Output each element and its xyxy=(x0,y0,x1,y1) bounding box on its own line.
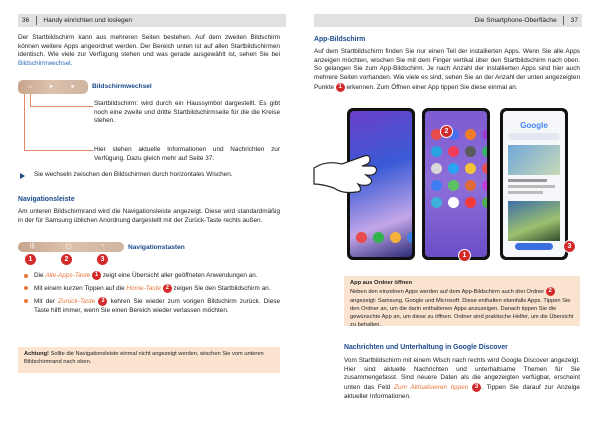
callout-2-text: Hier stehen aktuelle Informationen und Nachrichten zur Verfügung. Dazu gleich mehr auf Seite 37. xyxy=(94,146,280,162)
discover-paragraph xyxy=(344,357,580,402)
intro-paragraph xyxy=(18,34,280,69)
image2-caption: Navigationstasten xyxy=(128,244,185,251)
callout-2 xyxy=(94,146,280,163)
screen-switch-image xyxy=(18,80,88,94)
discover-end: . Tippen Sie darauf zur Anzeige aktueller Informationen. xyxy=(344,384,580,400)
google-logo: Google xyxy=(520,121,548,130)
warning-box xyxy=(18,347,280,373)
discover-screen xyxy=(503,111,565,257)
badge-2: 2 xyxy=(60,253,73,266)
tip-arrow-icon xyxy=(20,173,25,179)
app-grid-icons xyxy=(431,129,481,208)
recent-apps-icon: ||| xyxy=(30,243,35,249)
screenshot-badge-1: 1 xyxy=(458,249,471,262)
phone-discover-screen xyxy=(500,108,568,260)
badge-1: 1 xyxy=(24,253,37,266)
callout-line-2 xyxy=(24,94,93,151)
screenshot-badge-3: 3 xyxy=(563,240,576,253)
callout-1-text: Startbildschirm: wird durch ein Haussymbol dargestellt. Es gibt noch eine zweite und dritte Startbildschirmseite für die die Kreise stehen. xyxy=(94,100,280,125)
image1-caption: Bildschirmwechsel xyxy=(92,83,152,90)
section-heading-nav: Navigationsleiste xyxy=(18,196,75,203)
back-icon: ‹ xyxy=(102,243,104,249)
bullet-back: Mit der Zurück-Taste 3 kehren Sie wieder zum vorigen Bildschirm zurück. Diese Taste hilft immer, wenn Sie einen Bereich wieder verlassen möchten. xyxy=(22,297,280,316)
intro-link: Bildschirmwechsel xyxy=(18,60,71,68)
left-header xyxy=(18,14,286,27)
section-heading-discover: Nachrichten und Unterhaltung in Google Discover xyxy=(344,344,508,351)
discover-text: Vom Startbildschirm mit einem Wisch nach rechts wird Google Discover angezeigt. Hier sind aktuelle Nachrichten und unterhaltsame Themen für Sie zusammengefasst. Sind neuere Daten als die angezeigten verfügbar, erscheint unten das Feld xyxy=(344,357,580,392)
app-text-badge: 1 xyxy=(336,83,345,92)
swipe-hand-icon xyxy=(312,140,382,200)
header-separator xyxy=(36,16,37,25)
info-title: App aus Ordner öffnen xyxy=(350,280,412,286)
header-title: Die Smartphone-Oberfläche xyxy=(474,17,557,24)
screenshot-badge-2: 2 xyxy=(440,125,453,138)
callout-1 xyxy=(94,100,280,126)
app-text-end: erkennen. Zum Öffnen einer App tippen Sie diese einmal an. xyxy=(346,84,518,91)
info-badge: 2 xyxy=(546,287,555,296)
page-number: 36 xyxy=(22,17,30,24)
intro-end: . xyxy=(70,60,73,68)
app-screen xyxy=(425,111,487,257)
badge-3: 3 xyxy=(96,253,109,266)
app-text: Auf dem Startbildschirm finden Sie nur einen Teil der installierten Apps. Wenn Sie alle Apps anzeigen möchten, wischen Sie mit dem Finger vertikal über den Startbildschirm nach oben. So gelangen Sie zum App-Bildschirm. Je nach Anzahl der installierten Apps sind hier auch mehrere Seiten vorhanden. Wie viele es sind, sehen Sie an der Anzahl der unten angezeigten Punkte xyxy=(314,48,580,91)
news-image-2 xyxy=(508,201,560,241)
news-image-1 xyxy=(508,145,560,175)
warning-label: Achtung! xyxy=(24,351,49,357)
phone-app-screen xyxy=(422,108,490,260)
tip-text: Sie wechseln zwischen den Bildschirmen durch horizontales Wischen. xyxy=(34,171,233,178)
discover-field: Zum Aktualisieren tippen xyxy=(394,384,469,392)
bullet-home: Mit einem kurzen Tippen auf die Home-Taste 2 zeigen Sie den Startbildschirm an. xyxy=(22,284,280,294)
info-text-post: angezeigt: Samsung, Google und Microsoft. Diese enthalten ebenfalls Apps. Tippen Sie den Ordner an, um die darin enthaltenen Apps anzuzeigen. Danach tippen Sie die gewünschte App an, um diese zu öffnen. Ordner sind praktische Helfer, um die Übersicht zu behalten. xyxy=(350,297,574,329)
nav-text: Am unteren Bildschirmrand wird die Navigationsleiste angezeigt. Diese wird standardmäßig in der für Samsung üblichen Anordnung dargestellt mit der Zurück-Taste rechts außen. xyxy=(18,208,280,224)
nav-paragraph xyxy=(18,208,280,225)
right-page xyxy=(300,0,600,426)
refresh-button xyxy=(515,243,553,250)
page-number: 37 xyxy=(570,17,578,24)
header-separator xyxy=(563,16,564,25)
page-indicator-dots-icon: ⌂ ● ● xyxy=(28,84,83,90)
bullet-recent: Die Alle-Apps-Taste 1 zeigt eine Übersicht aller geöffneten Anwendungen an. xyxy=(22,271,280,281)
info-text-pre: Neben den einzelnen Apps werden auf dem App-Bildschirm auch drei Ordner xyxy=(350,289,545,296)
warning-text: Sollte die Navigationsleiste einmal nicht angezeigt werden, wischen Sie vom unteren Bildschirmrand nach oben. xyxy=(24,351,264,366)
nav-bullet-list xyxy=(22,271,280,318)
home-icon: ▢ xyxy=(66,244,72,250)
search-bar xyxy=(508,133,560,140)
header-title: Handy einrichten und loslegen xyxy=(43,17,133,24)
nav-keys-image xyxy=(18,242,124,252)
dock-icons xyxy=(356,232,406,243)
app-paragraph xyxy=(314,48,580,93)
right-header xyxy=(314,14,582,27)
intro-text: Der Startbildschirm kann aus mehreren Seiten bestehen. Auf dem zweiten Bildschirm können weitere Apps angeordnet werden. Der Bereich unten ist auf allen Startbildschirmen identisch. Wie viele zur Verfügung stehen und was gerade ausgewählt ist, sehen Sie bei xyxy=(18,34,280,59)
section-heading-apps: App-Bildschirm xyxy=(314,36,366,43)
info-box xyxy=(344,276,580,329)
discover-badge: 3 xyxy=(472,383,481,392)
